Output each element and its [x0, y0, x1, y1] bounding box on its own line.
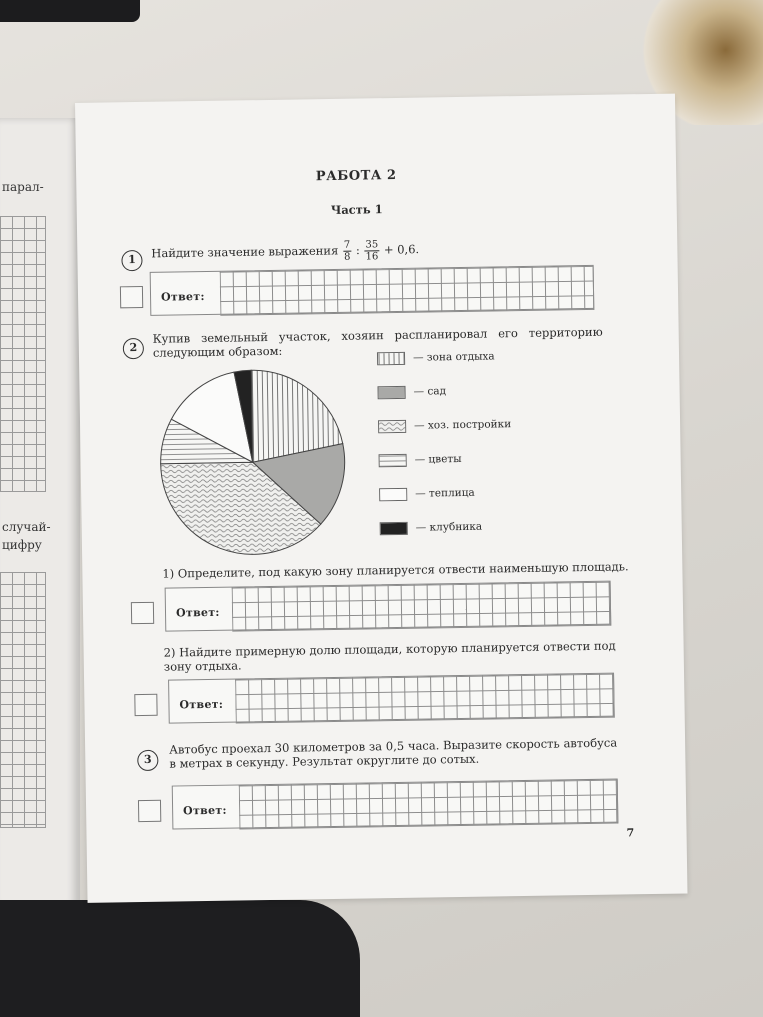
legend-swatch-recreation	[377, 351, 405, 364]
legend-label-flowers: — цветы	[414, 452, 462, 466]
question-3-number: 3	[137, 750, 158, 771]
legend-label-recreation: — зона отдыха	[412, 350, 495, 364]
question-3-answer-grid[interactable]	[239, 780, 619, 830]
question-1-text	[151, 239, 419, 266]
legend-item-recreation	[377, 348, 510, 366]
question-1-number: 1	[121, 250, 142, 271]
question-2-2-text	[164, 639, 616, 674]
legend-label-strawberry: — клубника	[415, 520, 483, 534]
question-2-2-score-box[interactable]	[134, 694, 157, 716]
legend-item-greenhouse	[379, 484, 512, 502]
page-number: 7	[626, 826, 635, 840]
pie-legend	[377, 348, 513, 536]
fraction-2-denominator: 16	[365, 251, 379, 263]
legend-item-strawberry	[380, 518, 513, 536]
question-2-1-answer-box	[165, 581, 612, 632]
legend-swatch-strawberry	[380, 521, 408, 534]
question-2-number: 2	[123, 338, 144, 359]
fraction-1	[343, 240, 352, 263]
question-2-1-number: 1)	[162, 566, 175, 581]
land-use-pie-chart	[151, 361, 354, 564]
legend-swatch-greenhouse	[379, 487, 407, 500]
left-page	[0, 118, 80, 908]
fraction-1-numerator: 7	[343, 239, 351, 251]
left-answer-grid-top	[0, 216, 46, 492]
legend-swatch-outbuildings	[378, 419, 406, 432]
page-title: РАБОТА 2	[315, 167, 397, 185]
legend-label-greenhouse: — теплица	[415, 486, 475, 500]
question-2-2-answer-box	[168, 673, 615, 724]
question-2-2-number: 2)	[163, 645, 176, 660]
question-2-1-answer-grid[interactable]	[232, 582, 612, 632]
question-1-answer-box	[150, 265, 595, 316]
expression-tail: + 0,6.	[383, 242, 420, 257]
legend-item-flowers	[379, 450, 512, 468]
legend-label-outbuildings: — хоз. постройки	[414, 418, 512, 432]
question-2-2-prompt: Найдите примерную долю площади, которую планируется отвести под зону отдыха.	[163, 638, 616, 674]
legend-item-garden	[377, 382, 510, 400]
question-1-answer-grid[interactable]	[220, 266, 595, 316]
division-sign: :	[355, 243, 360, 258]
legend-swatch-garden	[377, 385, 405, 398]
fraction-2	[364, 239, 379, 262]
question-2-1-prompt: Определите, под какую зону планируется отвести наименьшую площадь.	[177, 559, 629, 581]
worksheet-page	[75, 94, 687, 903]
dark-object	[0, 0, 140, 22]
left-answer-grid-bottom	[0, 572, 46, 828]
fraction-1-denominator: 8	[343, 251, 351, 263]
question-1-answer-label: Ответ:	[160, 289, 205, 304]
question-1-prompt: Найдите значение выражения	[151, 243, 339, 261]
question-3-score-box[interactable]	[138, 800, 161, 822]
question-3-answer-label: Ответ:	[183, 803, 227, 818]
question-2-2-answer-grid[interactable]	[235, 674, 615, 724]
legend-label-garden: — сад	[413, 385, 447, 398]
left-page-text-top: парал-	[2, 180, 44, 194]
foreground-shadow	[0, 900, 360, 1017]
legend-item-outbuildings	[378, 416, 511, 434]
question-2-2-answer-label: Ответ:	[179, 697, 224, 712]
part-title: Часть 1	[330, 202, 383, 217]
question-3-text: Автобус проехал 30 километров за 0,5 часа. Выразите скорость автобуса в метрах в секунду. Результат округлите до сотых.	[169, 735, 618, 771]
question-2-1-answer-label: Ответ:	[175, 605, 220, 620]
question-2-text: Купив земельный участок, хозяин распланировал его территорию следующим образом:	[152, 324, 603, 360]
question-2-1-score-box[interactable]	[131, 602, 154, 624]
legend-swatch-flowers	[379, 453, 407, 466]
question-1-score-box[interactable]	[120, 286, 143, 308]
pie-slices	[159, 369, 346, 556]
left-page-text-mid-1: случай-	[2, 520, 51, 534]
fraction-2-numerator: 35	[365, 239, 379, 251]
question-3-answer-box	[172, 779, 619, 830]
left-page-text-mid-2: цифру	[2, 538, 42, 552]
